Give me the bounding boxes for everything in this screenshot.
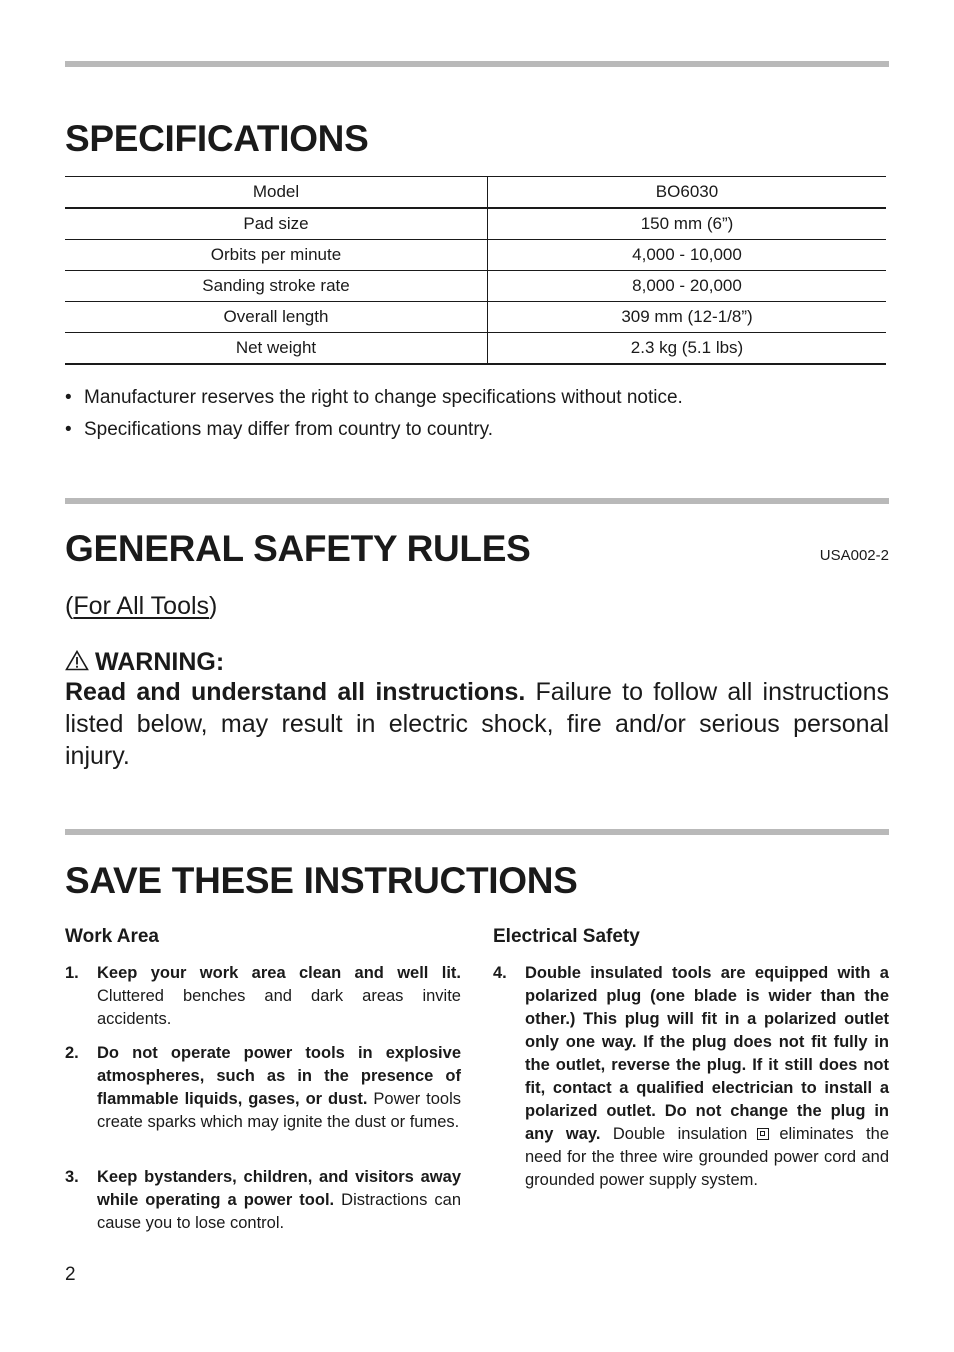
spec-value: BO6030 xyxy=(488,177,887,209)
list-item: 3. Keep bystanders, children, and visitors away while operating a power tool. Distractions can cause you to lose control. xyxy=(65,1168,461,1232)
list-item: 2. Do not operate power tools in explosive atmospheres, such as in the presence of flammable liquids, gases, or dust. Power tools create sparks which may ignite the dust or fumes. xyxy=(65,1044,461,1131)
spec-label: Orbits per minute xyxy=(65,240,488,271)
spec-value: 309 mm (12-1/8”) xyxy=(488,302,887,333)
table-row xyxy=(65,271,886,302)
table-row xyxy=(65,240,886,271)
section-divider xyxy=(65,829,889,835)
section-divider xyxy=(65,61,889,67)
document-code: USA002-2 xyxy=(819,547,889,564)
page-number: 2 xyxy=(65,1264,76,1285)
table-row xyxy=(65,302,886,333)
spec-value: 4,000 - 10,000 xyxy=(488,240,887,271)
specifications-title: SPECIFICATIONS xyxy=(65,118,369,159)
safety-subtitle: (For All Tools) xyxy=(65,592,218,620)
table-row xyxy=(65,177,886,209)
spec-label: Pad size xyxy=(65,208,488,240)
spec-label: Net weight xyxy=(65,333,488,365)
spec-label: Overall length xyxy=(65,302,488,333)
electrical-safety-heading: Electrical Safety xyxy=(493,926,640,947)
spec-note: • Specifications may differ from country to country. xyxy=(65,419,494,440)
work-area-heading: Work Area xyxy=(65,926,159,947)
warning-triangle-icon xyxy=(65,650,89,671)
spec-value: 150 mm (6”) xyxy=(488,208,887,240)
save-instructions-title: SAVE THESE INSTRUCTIONS xyxy=(65,860,578,901)
spec-note: • Manufacturer reserves the right to change specifications without notice. xyxy=(65,387,683,408)
spec-label: Model xyxy=(65,177,488,209)
double-insulation-icon xyxy=(757,1128,769,1140)
spec-value: 8,000 - 20,000 xyxy=(488,271,887,302)
warning-text: Read and understand all instructions. Failure to follow all instructions listed below, may result in electric shock, fire and/or serious personal injury. xyxy=(65,678,889,770)
general-safety-title: GENERAL SAFETY RULES xyxy=(65,528,531,569)
spec-label: Sanding stroke rate xyxy=(65,271,488,302)
table-row xyxy=(65,333,886,365)
table-row xyxy=(65,208,886,240)
warning-heading: WARNING: xyxy=(65,648,224,677)
section-divider xyxy=(65,498,889,504)
specifications-table xyxy=(65,176,886,365)
list-item: 4. Double insulated tools are equipped with a polarized plug (one blade is wider than the other.) This plug will fit in a polarized outlet only one way. If the plug does not fit fully in the outlet, reverse the plug. If it still does not fit, contact a qualified electrician to install a polarized outlet. Do not change the plug in any way. Double insulation eliminates the need for the three wire grounded power cord and grounded power supply system. xyxy=(493,964,889,1189)
spec-value: 2.3 kg (5.1 lbs) xyxy=(488,333,887,365)
bullet-icon: • xyxy=(65,387,72,408)
bullet-icon: • xyxy=(65,419,72,440)
list-item: 1. Keep your work area clean and well lit. Cluttered benches and dark areas invite accidents. xyxy=(65,964,461,1028)
